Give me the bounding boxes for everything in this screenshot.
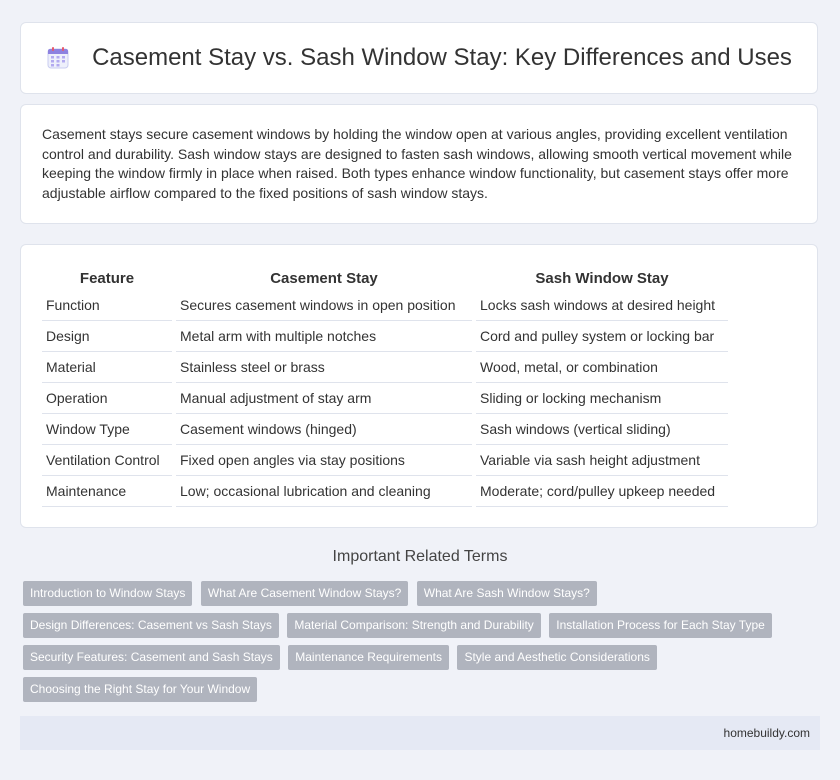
table-cell: Secures casement windows in open position [176, 290, 472, 321]
calendar-icon [46, 46, 70, 70]
table-cell: Sash windows (vertical sliding) [476, 414, 728, 445]
footer-site-link[interactable]: homebuildy.com [723, 726, 810, 740]
table-cell: Cord and pulley system or locking bar [476, 321, 728, 352]
table-row [42, 414, 728, 445]
table-cell: Locks sash windows at desired height [476, 290, 728, 321]
related-term-tag[interactable]: What Are Casement Window Stays? [201, 581, 408, 606]
table-cell: Low; occasional lubrication and cleaning [176, 476, 472, 507]
related-term-tag[interactable]: Choosing the Right Stay for Your Window [23, 677, 257, 702]
table-cell: Variable via sash height adjustment [476, 445, 728, 476]
related-term-tag[interactable]: Material Comparison: Strength and Durability [287, 613, 540, 638]
page-title: Casement Stay vs. Sash Window Stay: Key Differences and Uses [92, 44, 792, 71]
intro-text: Casement stays secure casement windows by holding the window open at various angles, providing excellent ventilation control and durability. Sash window stays are designed to fasten sash windows, allowing smooth vertical movement while keeping the window firmly in place when raised. Both types enhance window functionality, but casement stays offer more adjustable airflow compared to the fixed positions of sash window stays. [42, 126, 792, 201]
table-cell: Manual adjustment of stay arm [176, 383, 472, 414]
table-row [42, 383, 728, 414]
table-cell: Wood, metal, or combination [476, 352, 728, 383]
table-cell: Fixed open angles via stay positions [176, 445, 472, 476]
intro-card [20, 104, 818, 224]
table-cell: Function [42, 290, 172, 321]
table-cell: Ventilation Control [42, 445, 172, 476]
table-row [42, 445, 728, 476]
related-term-tag[interactable]: Introduction to Window Stays [23, 581, 192, 606]
related-term-tag[interactable]: What Are Sash Window Stays? [417, 581, 597, 606]
table-row [42, 476, 728, 507]
table-cell: Window Type [42, 414, 172, 445]
table-cell: Moderate; cord/pulley upkeep needed [476, 476, 728, 507]
comparison-table-card [20, 244, 818, 528]
table-cell: Material [42, 352, 172, 383]
table-cell: Maintenance [42, 476, 172, 507]
related-term-tag[interactable]: Style and Aesthetic Considerations [457, 645, 656, 670]
footer [20, 716, 820, 750]
related-term-tag[interactable]: Maintenance Requirements [288, 645, 449, 670]
related-terms-list [23, 581, 813, 709]
related-term-tag[interactable]: Installation Process for Each Stay Type [549, 613, 772, 638]
table-cell: Design [42, 321, 172, 352]
table-cell: Metal arm with multiple notches [176, 321, 472, 352]
table-header-cell: Casement Stay [270, 269, 378, 287]
related-term-tag[interactable]: Design Differences: Casement vs Sash Stays [23, 613, 279, 638]
comparison-table [38, 265, 732, 507]
table-row [42, 290, 728, 321]
table-row [42, 352, 728, 383]
table-cell: Sliding or locking mechanism [476, 383, 728, 414]
table-header-cell: Sash Window Stay [535, 269, 669, 287]
table-header-cell: Feature [79, 269, 135, 287]
table-header-row [42, 265, 728, 290]
related-terms-title: Important Related Terms [332, 548, 508, 565]
table-cell: Stainless steel or brass [176, 352, 472, 383]
related-term-tag[interactable]: Security Features: Casement and Sash Stays [23, 645, 280, 670]
table-cell: Operation [42, 383, 172, 414]
table-row [42, 321, 728, 352]
table-cell: Casement windows (hinged) [176, 414, 472, 445]
header-card [20, 22, 818, 94]
